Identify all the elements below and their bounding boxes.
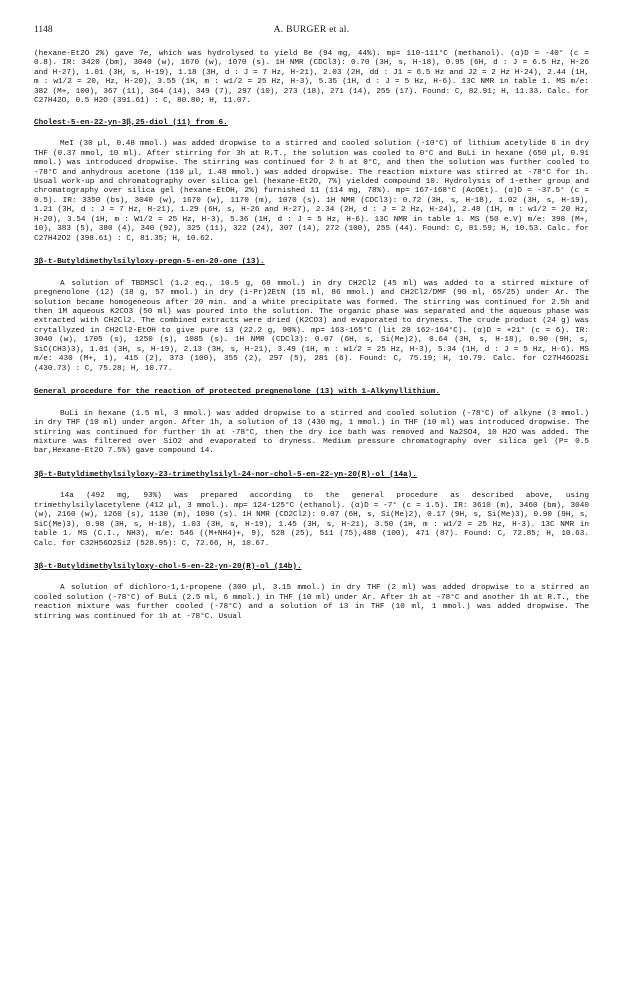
page-number: 1148 bbox=[34, 25, 53, 35]
paragraph-spacer bbox=[34, 268, 589, 280]
body-paragraph: A solution of dichloro-1,1-propene (300 µl, 3.15 mmol.) in dry THF (2 ml) was added dropwise to a stirred an cooled solution (-78°C) of BuLi (2.5 ml, 6 mmol.) in THF (10 ml) under Ar. After 1h at -78°C and another 1h at R.T., the reaction mixture was further cooled (-78°C) and a solution of 13 in THF (10 ml, 1 mmol.) was added dropwise. The stirring was continued for 1h at -78°C. Usual bbox=[34, 584, 589, 621]
running-header bbox=[34, 25, 589, 37]
paragraph-spacer bbox=[34, 128, 589, 140]
body-paragraph: A solution of TBDMSCl (1.2 eq., 10.5 g, 68 mmol.) in dry CH2Cl2 (45 ml) was added to a stirred mixture of pregnenolone (12) (18 g, 57 mmol.) in dry (i-Pr)2EtN (15 ml, 86 mmol.) and CH2Cl2/DMF (90 ml, 65/25) under Ar. The solution became homogeneous after 20 min. and a white precipitate was formed. The stirring was continued for 2.5h and then 1M aqueous K2CO3 (50 ml) was poured into the solution. The organic phase was separated and the aqueous phase was extracted with CH2Cl2. The combined extracts were dried (K2CO3) and evaporated to dryness. The crude product (24 g) was crytallyzed in CH2Cl2-EtOH to give pure 13 (22.2 g, 90%). mp= 163-165°C (lit 20 162-164°C). (α)D = +21° (c = 6). IR: 3040 (w), 1705 (s), 1250 (s), 1085 (s). 1H NMR (CDCl3): 0.07 (6H, s, Si(Me)2), 0.64 (3H, s, H-18), 0.90 (9H, s, SiC(CH3)3), 1.01 (3H, s, H-19), 2.13 (3H, s, H-21), 3.49 (1H, m : w1/2 = 25 Hz, H-3), 5.34 (1H, d : J = 5 Hz, H-6). MS m/e: 430 (M+, 1), 415 (2), 373 (100), 355 (2), 297 (5), 281 (6). Found: C, 75.19; H, 10.79. Calc. for C27H46O2Si (430.73) : C, 75.28; H, 10.77. bbox=[34, 279, 589, 373]
section-spacer bbox=[34, 549, 589, 563]
section-heading: 3β-t-Butyldimethylsilyloxy-23-trimethylsilyl-24-nor-chol-5-en-22-yn-20(R)-ol (14a). bbox=[34, 470, 417, 479]
section-spacer bbox=[34, 457, 589, 471]
running-head-authors: A. BURGER et al. bbox=[273, 25, 350, 35]
section-heading: General procedure for the reaction of protected pregnenolone (13) with 1-Alkynyllithium. bbox=[34, 388, 440, 397]
journal-page bbox=[34, 0, 589, 1007]
section-spacer bbox=[34, 374, 589, 388]
section-heading: Cholest-5-en-22-yn-3β,25-diol (11) from 6. bbox=[34, 118, 228, 127]
section-heading: 3β-t-Butyldimethylsilyloxy-pregn-5-en-20-one (13). bbox=[34, 258, 265, 267]
paragraph-spacer bbox=[34, 107, 589, 119]
body-paragraph: (hexane-Et2O 2%) gave 7e, which was hydrolysed to yield 8e (94 mg, 44%). mp= 110-111°C (methanol). (α)D = -40° (c = 0.8). IR: 3420 (bm), 3040 (w), 1670 (w), 1070 (s). 1H NMR (CDCl3): 0.70 (3H, s, H-18), 0.95 (6H, d : J = 6.5 Hz, H-26 and H-27), 1.01 (3H, s, H-19), 1.18 (3H, d : J = 7 Hz, H-21), 2.03 (2H, dd : J1 = 6.5 Hz and J2 = 2 Hz H-24), 2.44 (1H, m : w1/2 = 20, Hz, H-20), 3.55 (1H, m : w1/2 = 25 Hz, H-3), 5.35 (1H, d : J = 5 Hz, H-6). 13C NMR in table 1. MS m/e: 382 (M+, 100), 367 (11), 364 (14), 349 (7), 297 (10), 273 (18), 271 (14), 255 (17). Found: C, 82.91; H, 11.33. Calc. for C27H42O, 0.5 H2O (391.61) : C, 80.80; H, 11.07. bbox=[34, 50, 589, 106]
paragraph-spacer bbox=[34, 398, 589, 410]
body-paragraph: MeI (30 µl, 0.48 mmol.) was added dropwise to a stirred and cooled solution (-10°C) of lithium acetylide 6 in dry THF (0.37 mmol, 10 ml). After stirring for 3h at R.T., the solution was cooled to 0°C and BuLi in hexane (650 µl, 0.91 mmol.) was introduced dropwise. The stirring was continued for 2 h at 0°C, and then the solution was further cooled to -78°C and anhydrous acetone (110 µl, 1.48 mmol.) was added dropwise. The reaction mixture was stirred at -78°C for 1h. Usual work-up and chromatography over silica gel (hexane-Et2O, 7%) yielded compound 10. Hydrolysis of 1-ether group and chromatography over silica gel (hexane-EtOH, 2%) furnished 11 (114 mg, 78%). mp= 167-168°C (AcOEt). (α)D = -37.5° (c = 0.5). IR: 3350 (bs), 3040 (w), 1670 (w), 1170 (m), 1070 (s). 1H NMR (CDCl3): 0.72 (3H, s, H-18), 1.02 (3H, s, H-19), 1.21 (3H, d : J = 7 Hz, H-21), 1.29 (6H, s, H-26 and H-27), 2.34 (2H, d : J = 2 Hz, H-24), 2.48 (1H, m : w1/2 = 20 Hz, H-20), 3.54 (1H, m : W1/2 = 25 Hz, H-3), 5.36 (1H, d : J = 5 Hz, H-6). 13C NMR in table 1. MS (50 e.V) m/e: 398 (M+, 10), 383 (5), 380 (4), 340 (92), 325 (11), 322 (24), 307 (14), 272 (100), 255 (44). Found: C, 81.59; H, 10.53. Calc. for C27H42O2 (398.61) : C, 81.35; H, 10.62. bbox=[34, 140, 589, 243]
paragraph-spacer bbox=[34, 572, 589, 584]
body-paragraph: 14a (492 mg, 93%) was prepared according to the general procedure as described above, using trimethylsilylacetylene (412 µl, 3 mmol.). mp= 124-125°C (ethanol). (α)D = -7° (c = 1.5). IR: 3610 (m), 3460 (bm), 3040 (w), 2160 (w), 1260 (s), 1130 (m), 1090 (s). 1H NMR (CD2Cl2): 0.07 (6H, s, Si(Me)2), 0.17 (9H, s, Si(Me)3), 0.90 (9H, s, SiC(Me)3), 0.98 (3H, s, H-18), 1.03 (3H, s, H-19), 1.45 (3H, s, H-21), 3.50 (1H, m : w1/2 = 25 Hz, H-3). 13C NMR in table 1. MS (C.I., NH3), m/e: 546 ((M+NH4)+, 9), 528 (25), 511 (75),488 (100), 471 (87). Found: C, 72.85; H, 10.63. Calc. for C32H56O2Si2 (528.95): C, 72.66, H, 10.67. bbox=[34, 492, 589, 548]
article-body bbox=[34, 50, 589, 622]
section-spacer bbox=[34, 244, 589, 258]
paragraph-spacer bbox=[34, 480, 589, 492]
section-heading: 3β-t-Butyldimethylsilyloxy-chol-5-en-22-yn-20(R)-ol (14b). bbox=[34, 563, 302, 572]
body-paragraph: BuLi in hexane (1.5 ml, 3 mmol.) was added dropwise to a stirred and cooled solution (-78°C) of alkyne (3 mmol.) in dry THF (10 ml) under argon. After 1h, a solution of 13 (430 mg, 1 mmol.) in THF (10 ml) was introduced dropwise. The stirring was continued for further 1h at -78°C, then the dry ice bath was removed and Na2SO4, 10 H2O was added. The mixture was filtered over SiO2 and evaporated to dryness. Medium pressure chromatography over silica gel (P= 0.5 bar,Hexane-Et2O 7.5%) gave compound 14. bbox=[34, 409, 589, 456]
